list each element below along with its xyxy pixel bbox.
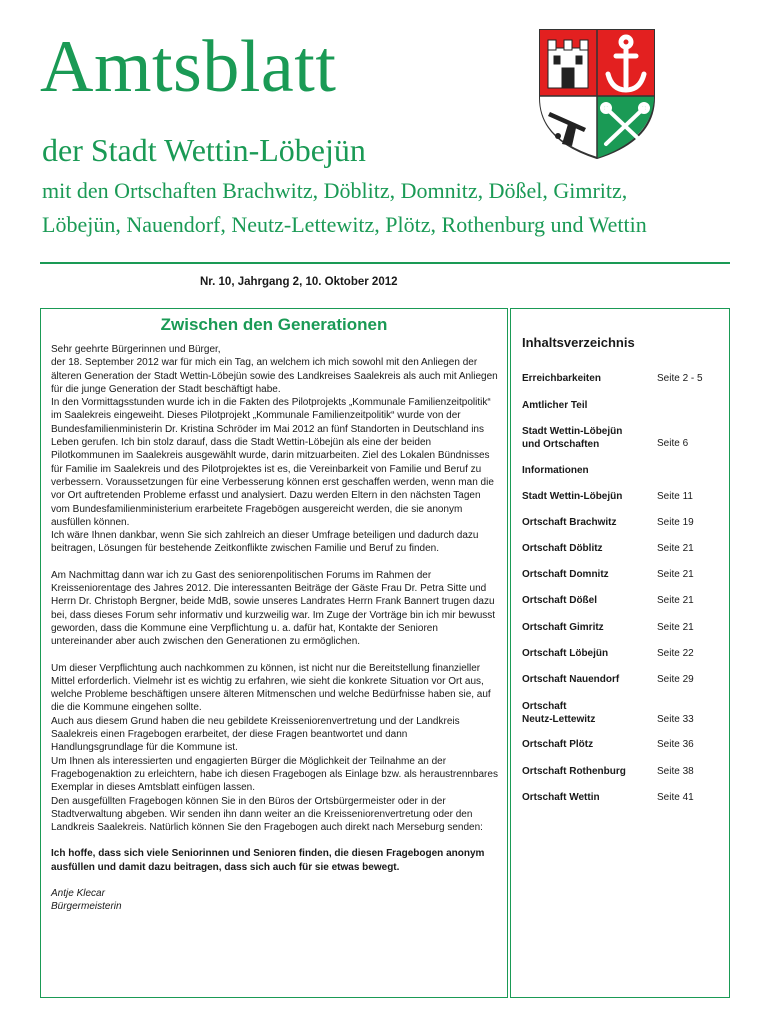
toc-item-page: Seite 21 [657, 595, 694, 606]
toc-item-page: Seite 29 [657, 674, 694, 685]
toc-item-page: Seite 19 [657, 517, 694, 528]
toc-item-page: Seite 2 - 5 [657, 373, 703, 384]
toc-title: Inhaltsverzeichnis [522, 335, 635, 350]
toc-item-label: Ortschaft Rothenburg [522, 766, 626, 777]
toc-item-page: Seite 41 [657, 792, 694, 803]
toc-item-label: Ortschaft Domnitz [522, 569, 609, 580]
toc-item-page: Seite 38 [657, 766, 694, 777]
toc-item-label: Informationen [522, 465, 589, 476]
toc-item-page: Seite 33 [657, 714, 694, 725]
article-paragraph: Um dieser Verpflichtung auch nachkommen zu können, ist nicht nur die Bereitstellung finanzieller Mittel erforderlich. Vielmehr ist es wichtig zu erfahren, wie sieht die konkrete Situation vor Ort aus, welche Probleme beschäftigen unsere älteren Mitmenschen und welche Bedürfnisse haben sie, auf die die Kommune eingehen sollte. Auch aus diesem Grund haben die neu gebildete Kreisseniorenvertretung und der Landkreis Saalekreis einen Fragebogen erarbeitet, der diese Fragen beantwortet und dann Handlungsgrundlage für die Kommune ist. Um Ihnen als interessierten und engagierten Bürger die Möglichkeit der Teilnahme an der Fragebogenaktion zu erleichtern, habe ich diesen Fragebogen als Einlage bzw. als heraustrennbares Exemplar in dieses Amtsblatt einfügen lassen. Den ausgefüllten Fragebogen können Sie in den Büros der Ortsbürgermeister oder in der Stadtverwaltung abgeben. Wir senden ihn dann weiter an die Kreisseniorenvertretung oder den Landkreis Saalekreis. Natürlich können Sie den Fragebogen auch direkt nach Merseburg senden: [51, 662, 498, 834]
toc-item-page: Seite 22 [657, 648, 694, 659]
masthead-places-line-1: mit den Ortschaften Brachwitz, Döblitz, Domnitz, Dößel, Gimritz, [42, 178, 628, 203]
toc-item-label: Ortschaft Nauendorf [522, 674, 620, 685]
toc-item-label: Ortschaft Döblitz [522, 543, 603, 554]
article-box [40, 308, 508, 998]
toc-item-page: Seite 21 [657, 569, 694, 580]
issue-line: Nr. 10, Jahrgang 2, 10. Oktober 2012 [200, 276, 398, 288]
toc-item-label: Stadt Wettin-Löbejün und Ortschaften [522, 426, 623, 450]
toc-item-label: Ortschaft Löbejün [522, 648, 609, 659]
toc-item-label: Ortschaft Neutz-Lettewitz [522, 701, 596, 725]
toc-item-label: Stadt Wettin-Löbejün [522, 491, 623, 502]
toc-item-label: Ortschaft Dößel [522, 595, 598, 606]
toc-item-label: Erreichbarkeiten [522, 373, 601, 384]
toc-item-page: Seite 21 [657, 622, 694, 633]
masthead-divider [40, 262, 730, 264]
toc-item-page: Seite 21 [657, 543, 694, 554]
masthead-subtitle: der Stadt Wettin-Löbejün [42, 132, 366, 168]
castle-icon [548, 40, 588, 88]
toc-item-page: Seite 36 [657, 739, 694, 750]
article-paragraph: Sehr geehrte Bürgerinnen und Bürger, der 18. September 2012 war für mich ein Tag, an welchem ich mich sowohl mit den Anliegen der älteren Generation der Stadt Wettin-Löbejün sowie des Landkreises Saalekreis als auch mit Anliegen für die junge Generation der Stadt beschäftigt habe. In den Vormittagsstunden wurde ich in die Fakten des Pilotprojekts „Kommunale Familienzeitpolitik“ im Saalekreis eingeweiht. Dieses Pilotprojekt „Kommunale Familienzeitpolitik“ wurde von der Bundesfamilienministerin Dr. Kristina Schröder im Mai 2012 an fünf Standorten in Deutschland ins Leben gerufen. Ich bin stolz darauf, dass die Stadt Wettin-Löbejün als eine der beiden Pilotkommunen im Saalekreis ausgewählt wurde, darin mitzuarbeiten. Ziel des Lokalen Bündnisses für Familie im Saalekreis und des Pilotprojektes ist es, die Vereinbarkeit von Familie und Beruf zu verbessern. Voraussetzungen für eine Verbesserung können erst geschaffen werden, wenn man die vor Ort auftretenden Probleme erfasst und analysiert. Dazu werden Eltern in den nächsten Tagen vom Bundesfamilienministerium erarbeitete Fragebögen ausgereicht werden, die sie anonym ausfüllen können. Ich wäre Ihnen dankbar, wenn Sie sich zahlreich an dieser Umfrage beteiligen und dadurch dazu beitragen, Lösungen für bestehende Zeitkonflikte zwischen Familie und Beruf zu finden. [51, 344, 498, 555]
article-signature: Antje Klecar Bürgermeisterin [51, 887, 122, 913]
toc-item-label: Ortschaft Wettin [522, 792, 600, 803]
article-closing: Ich hoffe, dass sich viele Seniorinnen und Senioren finden, die diesen Fragebogen anonym ausfüllen und damit dazu beitragen, dass sich auch für sie etwas bewegt. [51, 848, 485, 873]
toc-box [510, 308, 730, 998]
article-body [51, 343, 501, 914]
article-paragraph: Am Nachmittag dann war ich zu Gast des seniorenpolitischen Forums im Rahmen der Kreisseniorentage des Jahres 2012. Die interessanten Beiträge der Gäste Frau Dr. Petra Sitte und Herrn Dr. Christoph Bergner, beide MdB, sowie unseres Landrates Herrn Frank Bannert trugen dazu bei, dass dieses Forum sehr informativ und kurzweilig war. Im Zuge der Vorträge bin ich mir bewusst geworden, dass die Kommune eine Verpflichtung u. a. dafür hat, Kontakte der Senioren untereinander aber auch zwischen den Generationen zu ermöglichen. [51, 569, 496, 648]
toc-item-label: Ortschaft Plötz [522, 739, 594, 750]
toc-item-label: Amtlicher Teil [522, 400, 588, 411]
article-title: Zwischen den Generationen [160, 315, 388, 334]
masthead-places-line-2: Löbejün, Nauendorf, Neutz-Lettewitz, Plötz, Rothenburg und Wettin [42, 212, 647, 237]
masthead-title: Amtsblatt [40, 26, 337, 108]
coat-of-arms-icon [538, 28, 656, 160]
toc-item-page: Seite 6 [657, 438, 689, 449]
toc-item-label: Ortschaft Brachwitz [522, 517, 617, 528]
toc-item-page: Seite 11 [657, 491, 693, 502]
toc-item-label: Ortschaft Gimritz [522, 622, 604, 633]
